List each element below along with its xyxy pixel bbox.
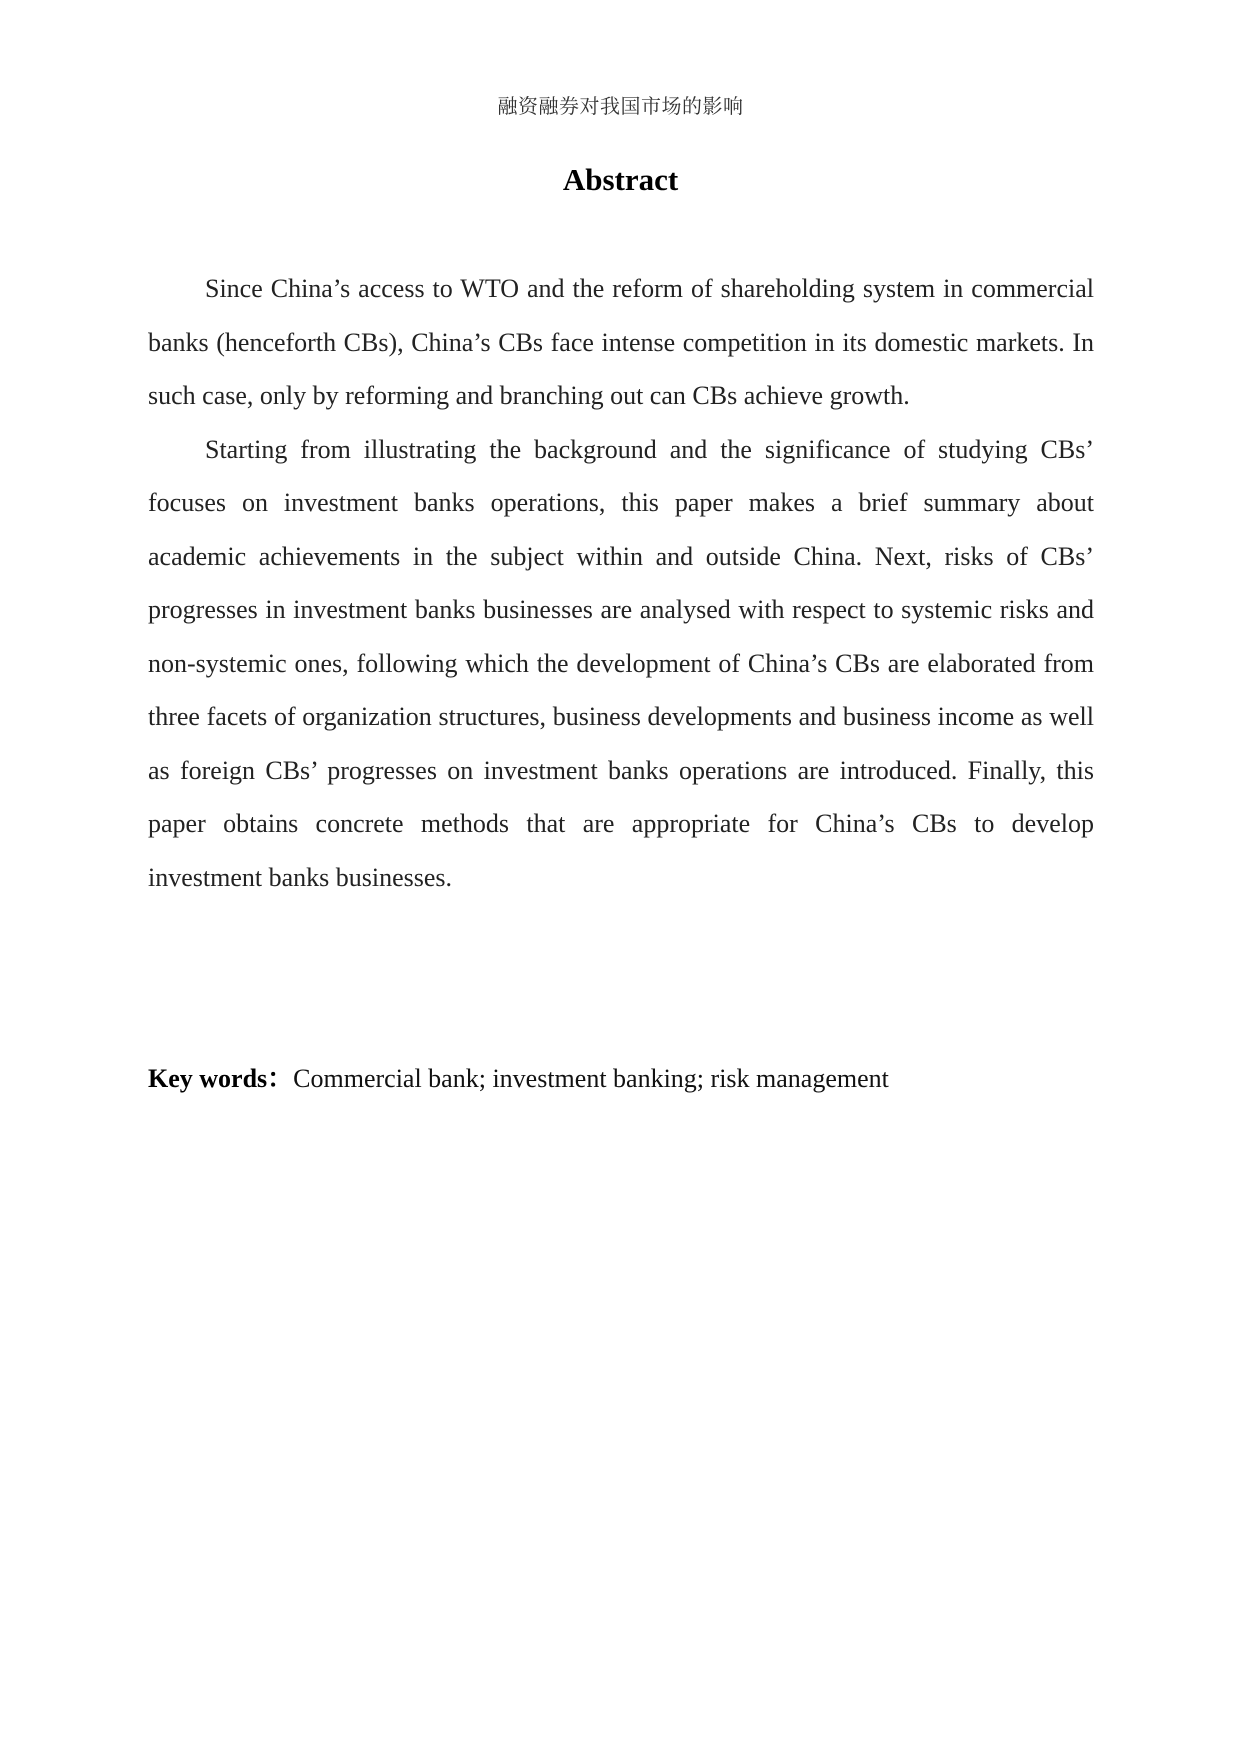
abstract-title: Abstract xyxy=(562,162,679,197)
keywords-label: Key words： xyxy=(148,1064,294,1093)
abstract-body xyxy=(148,262,1094,904)
running-header: 融资融券对我国市场的影响 xyxy=(497,96,744,118)
abstract-paragraph-1: Since China’s access to WTO and the reform of shareholding system in commercial banks (henceforth CBs), China’s CBs face intense competition in its domestic markets. In such case, only by reforming and branching out can CBs achieve growth. xyxy=(148,274,1094,410)
abstract-paragraph-2: Starting from illustrating the background and the significance of studying CBs’ focuses on investment banks operations, this paper makes a brief summary about academic achievements in the subject within and outside China. Next, risks of CBs’ progresses in investment banks businesses are analysed with respect to systemic risks and non-systemic ones, following which the development of China’s CBs are elaborated from three facets of organization structures, business developments and business income as well as foreign CBs’ progresses on investment banks operations are introduced. Finally, this paper obtains concrete methods that are appropriate for China’s CBs to develop investment banks businesses. xyxy=(148,434,1094,892)
keywords-line xyxy=(148,1058,1094,1095)
keywords-value: Commercial bank; investment banking; risk management xyxy=(293,1064,889,1093)
